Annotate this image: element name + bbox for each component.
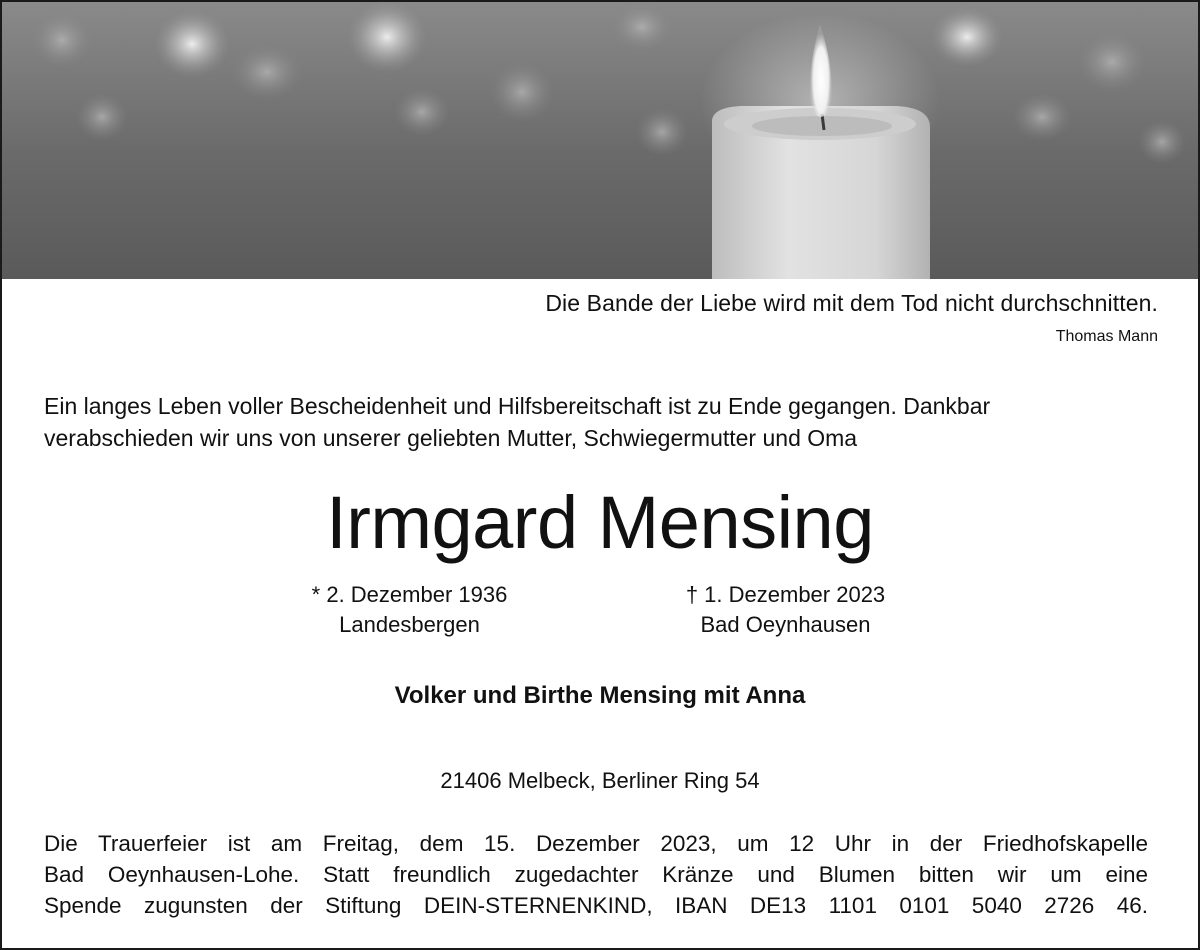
quote-text: Die Bande der Liebe wird mit dem Tod nicht durchschnitten. [545, 290, 1158, 316]
intro-text [44, 390, 1158, 454]
family-names: Volker und Birthe Mensing mit Anna [394, 682, 806, 709]
ceremony-line: Bad Oeynhausen-Lohe. Statt freundlich zugedachter Kränze und Blumen bitten wir um eine [44, 862, 1148, 887]
death-info [638, 580, 933, 640]
birth-date: * 2. Dezember 1936 [311, 582, 508, 607]
ceremony-line: Die Trauerfeier ist am Freitag, dem 15. Dezember 2023, um 12 Uhr in der Friedhofskapelle [44, 831, 1148, 856]
ceremony-line: Spende zugunsten der Stiftung DEIN-STERNENKIND, IBAN DE13 1101 0101 5040 2726 46. [44, 893, 1148, 918]
family-address: 21406 Melbeck, Berliner Ring 54 [440, 768, 760, 793]
deceased-name: Irmgard Mensing [326, 481, 874, 564]
quote-author: Thomas Mann [1055, 328, 1158, 345]
candle-icon [2, 2, 1198, 279]
death-date: † 1. Dezember 2023 [685, 582, 886, 607]
intro-line: Ein langes Leben voller Bescheidenheit und Hilfsbereitschaft ist zu Ende gegangen. Dankbar [44, 393, 991, 419]
birth-info [262, 580, 557, 640]
death-place: Bad Oeynhausen [700, 612, 871, 637]
candle-photo [2, 2, 1198, 279]
ceremony-text [44, 828, 1148, 921]
intro-line: verabschieden wir uns von unserer geliebten Mutter, Schwiegermutter und Oma [44, 425, 858, 451]
birth-place: Landesbergen [339, 612, 480, 637]
